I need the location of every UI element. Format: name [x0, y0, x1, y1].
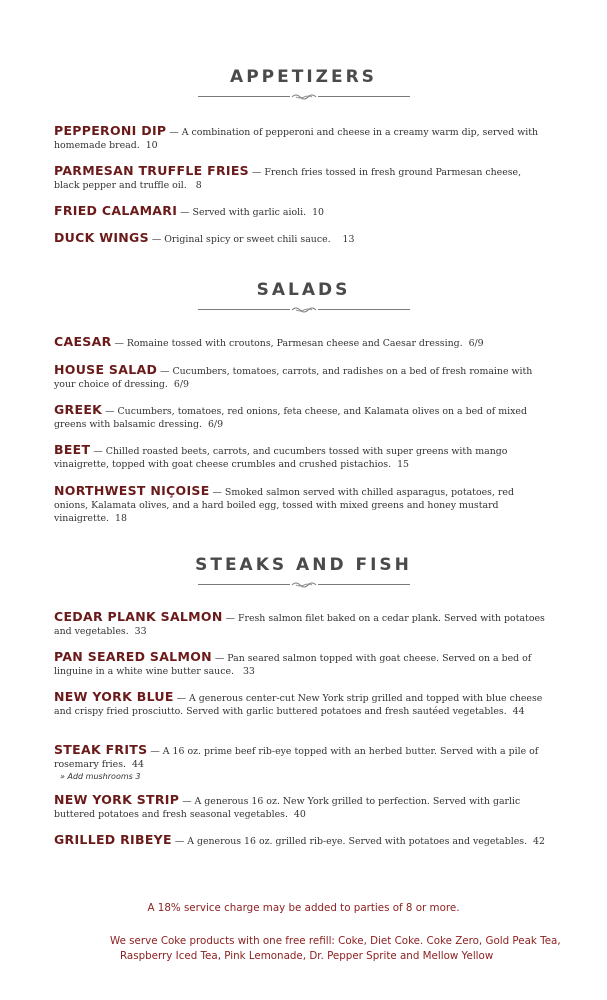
- scroll-ornament-icon: [290, 581, 318, 589]
- item-description: A 16 oz. prime beef rib-eye topped with an herbed butter. Served with a pile of rosemary fries.: [54, 746, 539, 770]
- beverage-note-line-1: We serve Coke products with one free refill: Coke, Diet Coke. Coke Zero, Gold Peak Tea,: [110, 935, 561, 947]
- item-name: NORTHWEST NIÇOISE: [54, 483, 210, 498]
- item-name: NEW YORK STRIP: [54, 792, 180, 807]
- item-name: BEET: [54, 442, 91, 457]
- item-price: 33: [242, 666, 255, 677]
- item-description: Pan seared salmon topped with goat cheese. Served on a bed of linguine in a white wine butter sauce.: [54, 653, 532, 677]
- menu-item: NORTHWEST NIÇOISE — Smoked salmon served with chilled asparagus, potatoes, red onions, Kalamata olives, and a hard boiled egg, tossed with mixed greens and honey mustard vinaigrette. 18: [54, 483, 514, 524]
- item-name: NEW YORK BLUE: [54, 689, 174, 704]
- item-name: PEPPERONI DIP: [54, 123, 167, 138]
- section-title: APPETIZERS: [230, 67, 377, 87]
- menu-item: STEAK FRITS — A 16 oz. prime beef rib-eye topped with an herbed butter. Served with a pile of rosemary fries. 44 » Add mushrooms 3: [54, 743, 549, 782]
- section-steaks-fish-header: [0, 555, 607, 589]
- item-description: Romaine tossed with croutons, Parmesan cheese and Caesar dressing.: [126, 338, 463, 349]
- section-divider: [198, 93, 410, 101]
- item-name: HOUSE SALAD: [54, 362, 158, 377]
- service-charge-note: A 18% service charge may be added to parties of 8 or more.: [147, 902, 460, 914]
- item-price: 10: [145, 140, 158, 151]
- item-description: Fresh salmon filet baked on a cedar plank. Served with potatoes and vegetables.: [54, 613, 545, 637]
- menu-item: NEW YORK STRIP — A generous 16 oz. New York grilled to perfection. Served with garlic buttered potatoes and fresh seasonal vegetables. 40: [54, 792, 521, 820]
- item-name: CAESAR: [54, 334, 112, 349]
- section-divider: [198, 306, 410, 314]
- menu-item: HOUSE SALAD — Cucumbers, tomatoes, carrots, and radishes on a bed of fresh romaine with your choice of dressing. 6/9: [54, 362, 533, 390]
- menu-item: GREEK — Cucumbers, tomatoes, red onions, feta cheese, and Kalamata olives on a bed of mixed greens with balsamic dressing. 6/9: [54, 402, 527, 430]
- item-name: STEAK FRITS: [54, 742, 148, 757]
- item-name: DUCK WINGS: [54, 230, 149, 245]
- item-price: 33: [134, 626, 147, 637]
- item-description: Smoked salmon served with chilled asparagus, potatoes, red onions, Kalamata olives, and a hard boiled egg, tossed with mixed greens and honey mustard vinaigrette.: [54, 487, 514, 524]
- section-divider: [198, 581, 410, 589]
- section-appetizers-header: [0, 67, 607, 101]
- item-name: PARMESAN TRUFFLE FRIES: [54, 163, 249, 178]
- menu-item: NEW YORK BLUE — A generous center-cut New York strip grilled and topped with blue cheese and crispy fried prosciutto. Served with garlic buttered potatoes and fresh sautéed vegetables. 44: [54, 689, 543, 717]
- item-price: 15: [397, 459, 410, 470]
- item-description: Served with garlic aioli.: [192, 207, 307, 218]
- menu-item: BEET — Chilled roasted beets, carrots, and cucumbers tossed with super greens with mango vinaigrette, topped with goat cheese crumbles and crushed pistachios. 15: [54, 442, 508, 470]
- scroll-ornament-icon: [290, 93, 318, 101]
- item-name: FRIED CALAMARI: [54, 203, 178, 218]
- menu-item: CAESAR — Romaine tossed with croutons, Parmesan cheese and Caesar dressing. 6/9: [54, 334, 484, 349]
- item-description: Chilled roasted beets, carrots, and cucumbers tossed with super greens with mango vinaigrette, topped with goat cheese crumbles and crushed pistachios.: [54, 446, 508, 470]
- item-price: 6/9: [468, 338, 484, 349]
- item-price: 44: [512, 706, 525, 717]
- item-name: CEDAR PLANK SALMON: [54, 609, 223, 624]
- menu-item: PAN SEARED SALMON — Pan seared salmon topped with goat cheese. Served on a bed of linguine in a white wine butter sauce. 33: [54, 649, 532, 677]
- scroll-ornament-icon: [290, 306, 318, 314]
- item-description: Cucumbers, tomatoes, carrots, and radishes on a bed of fresh romaine with your choice of dressing.: [54, 366, 533, 390]
- item-description: A generous 16 oz. New York grilled to perfection. Served with garlic buttered potatoes and fresh seasonal vegetables.: [54, 796, 521, 820]
- menu-item: CEDAR PLANK SALMON — Fresh salmon filet baked on a cedar plank. Served with potatoes and vegetables. 33: [54, 609, 545, 637]
- section-title: STEAKS AND FISH: [195, 555, 412, 575]
- section-salads-header: [0, 280, 607, 314]
- section-title: SALADS: [256, 280, 351, 300]
- item-description: Cucumbers, tomatoes, red onions, feta cheese, and Kalamata olives on a bed of mixed greens with balsamic dressing.: [54, 406, 527, 430]
- item-name: PAN SEARED SALMON: [54, 649, 212, 664]
- beverage-note-line-2: Raspberry Iced Tea, Pink Lemonade, Dr. Pepper Sprite and Mellow Yellow: [120, 950, 494, 962]
- menu-item: FRIED CALAMARI — Served with garlic aioli. 10: [54, 203, 325, 218]
- menu-item: DUCK WINGS — Original spicy or sweet chili sauce. 13: [54, 230, 355, 245]
- item-addon: » Add mushrooms 3: [60, 772, 141, 781]
- item-price: 6/9: [173, 379, 189, 390]
- item-price: 44: [131, 759, 144, 770]
- item-name: GRILLED RIBEYE: [54, 832, 172, 847]
- item-price: 8: [195, 180, 202, 191]
- item-price: 42: [533, 836, 545, 847]
- item-price: 13: [342, 234, 355, 245]
- item-price: 10: [312, 207, 325, 218]
- item-description: A generous 16 oz. grilled rib-eye. Served with potatoes and vegetables.: [187, 836, 528, 847]
- menu-item: GRILLED RIBEYE — A generous 16 oz. grilled rib-eye. Served with potatoes and vegetables. 42: [54, 832, 545, 847]
- menu-item: PEPPERONI DIP — A combination of pepperoni and cheese in a creamy warm dip, served with homemade bread. 10: [54, 123, 539, 151]
- item-price: 40: [293, 809, 306, 820]
- menu-item: PARMESAN TRUFFLE FRIES — French fries tossed in fresh ground Parmesan cheese, black pepper and truffle oil. 8: [54, 163, 522, 191]
- item-description: French fries tossed in fresh ground Parmesan cheese, black pepper and truffle oil.: [54, 167, 522, 191]
- item-price: 18: [114, 513, 127, 524]
- item-description: Original spicy or sweet chili sauce.: [164, 234, 331, 245]
- item-description: A combination of pepperoni and cheese in a creamy warm dip, served with homemade bread.: [54, 127, 539, 151]
- item-price: 6/9: [207, 419, 224, 430]
- item-description: A generous center-cut New York strip grilled and topped with blue cheese and crispy fried prosciutto. Served with garlic buttered potatoes and fresh sautéed vegetables.: [54, 693, 543, 717]
- item-name: GREEK: [54, 402, 103, 417]
